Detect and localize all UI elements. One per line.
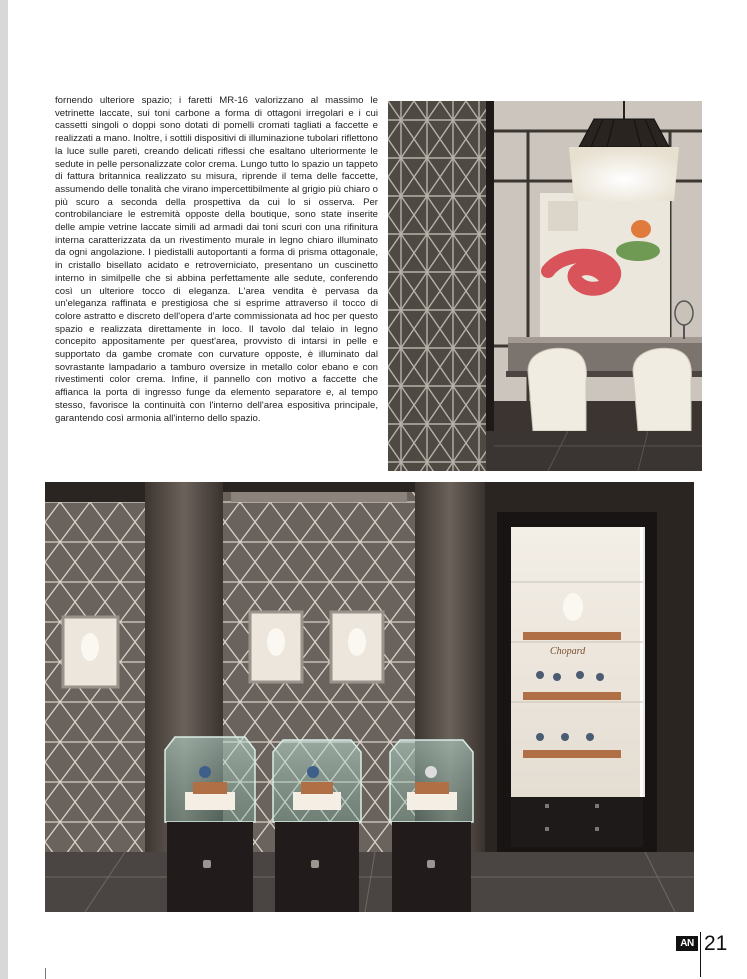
showroom-photo [45,482,694,912]
magazine-logo: AN [676,936,698,951]
footer-divider [700,932,701,977]
article-body-text: fornendo ulteriore spazio; i faretti MR-16 valorizzano al massimo le vetrinette laccate, sui toni carbone a forma di ottagoni irregolari e i cui cassetti singoli o doppi sono dotati di pomelli cromati tagliati a faccette e realizzati a mano. Inoltre, i sottili dispositivi di illuminazione tubolari riflettono la luce sulle pareti, creando delicati riflessi che esaltano ulteriormente le sedute in pelle personalizzate color crema. Lungo tutto lo spazio un tappeto di fattura britannica realizzato su misura, riprende il tema delle faccette, assumendo delle tonalità che virano impercettibilmente al grigio più chiaro o più scuro a seconda della prospettiva da cui lo si osserva. Per controbilanciare le estremità opposte della boutique, sono state inserite delle ampie vetrine laccate simili ad armadi dai toni scuri con una rifinitura interna caratterizzata da un rivestimento murale in legno chiaro illuminato da ogni angolazione. I piedistalli autoportanti a forma di prisma ottagonale, in cristallo bisellato acidato e retroverniciato, presentano un cuscinetto interno in similpelle che si abbina perfettamente alle sedute, conferendo così un ulteriore tocco di eleganza. L'area vendita è pervasa da un'eleganza raffinata e prestigiosa che si esprime attraverso il tocco di colore astratto e discreto dell'opera d'arte commissionata ad hoc per questo spazio e realizzata direttamente in loco. Il tavolo dal telaio in legno concepito appositamente per quest'area, provvisto di intarsi in pelle e supportato da gambe cromate con curvature opposte, è illuminato dal sovrastante lampadario a tamburo oversize in metallo color ebano e con rivestimenti color crema. Infine, il pannello con motivo a faccette che affianca la porta di ingresso funge da elemento separatore e, al tempo stesso, favorisce la continuità con l'interno dell'area espositiva principale, garantendo così armonia all'interno dello spazio. [55,95,378,424]
crop-mark [45,968,46,979]
page-number: 21 [704,932,728,955]
page-gutter [0,0,8,979]
lounge-photo [388,101,702,471]
brand-sign: Chopard [550,646,586,657]
